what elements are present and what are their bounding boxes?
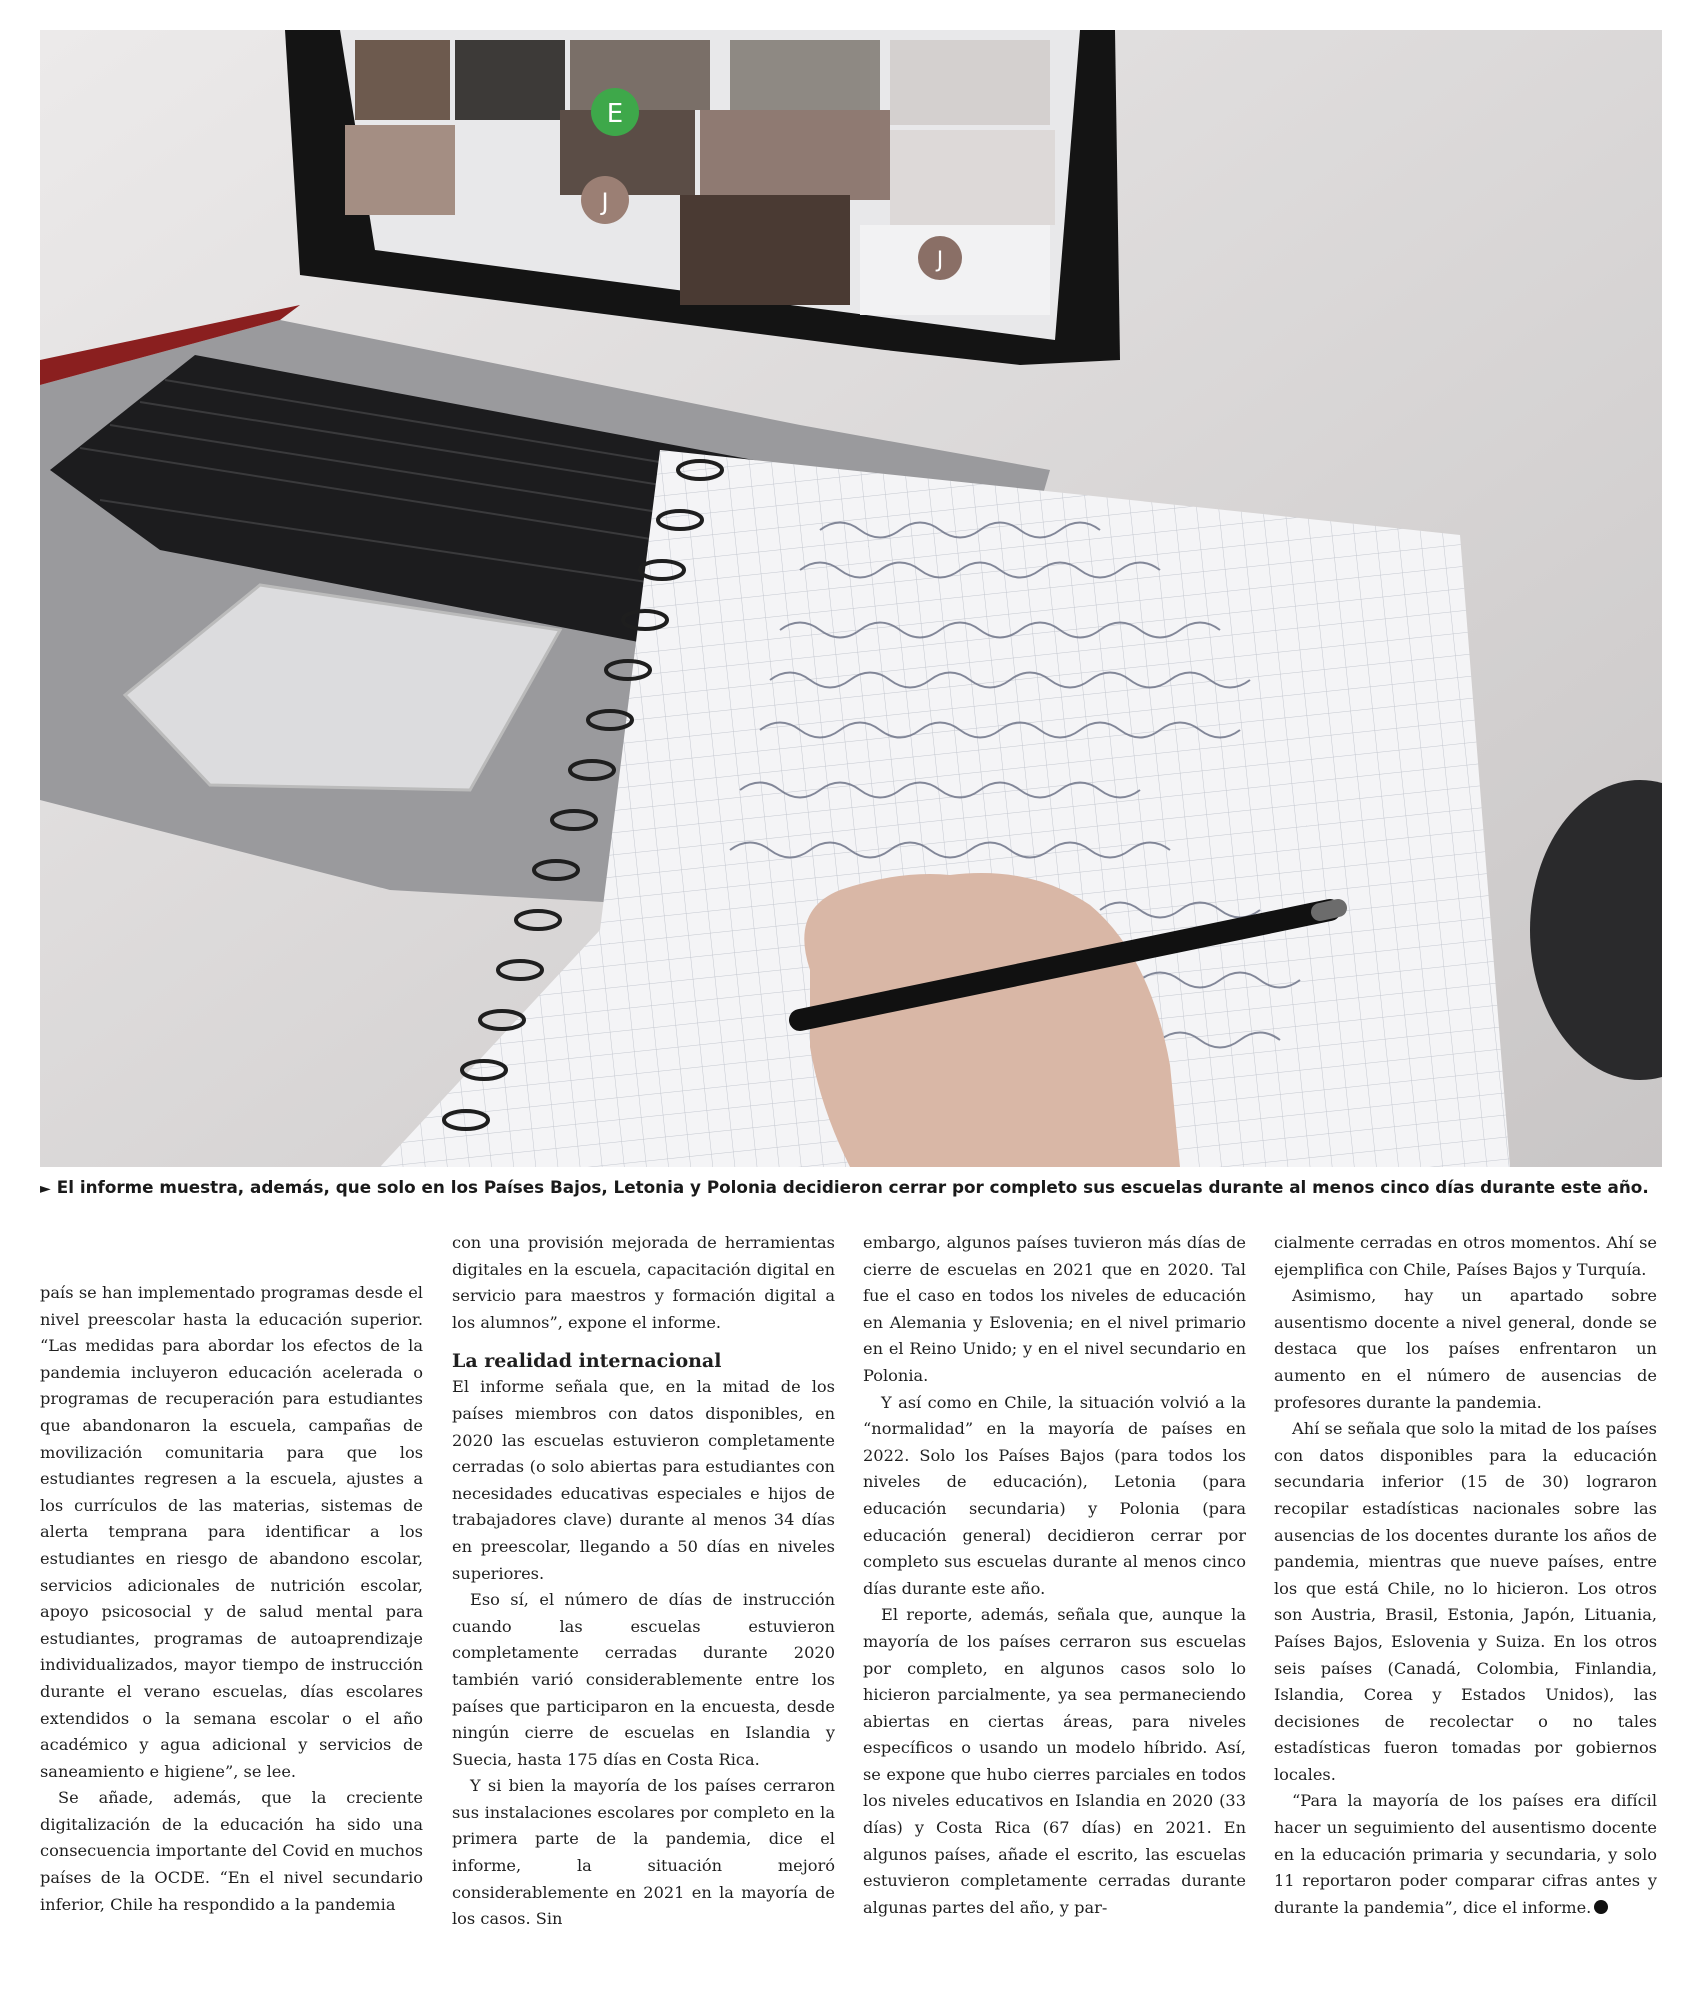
paragraph: con una provisión mejorada de herramientas digitales en la escuela, capacitación digital en servicio para maestros y formación digital a los alumnos”, expone el informe. (452, 1233, 835, 1332)
section-heading: La realidad internacional (452, 1350, 722, 1373)
paragraph: Ahí se señala que solo la mitad de los países con datos disponibles para la educación secundaria inferior (15 de 30) lograron recopilar estadísticas nacionales sobre las ausencias de los docentes durante los años de pandemia, mientras que nueve países, entre los que está Chile, no lo hicieron. Los otros son Austria, Brasil, Estonia, Japón, Lituania, Países Bajos, Eslovenia y Suiza. En los otros seis países (Canadá, Colombia, Finlandia, Islandia, Corea y Estados Unidos), las decisiones de recolectar o no tales estadísticas fueron tomadas por gobiernos locales. (1274, 1419, 1657, 1784)
paragraph-final (1274, 1788, 1657, 1921)
paragraph: Y si bien la mayoría de los países cerraron sus instalaciones escolares por completo en la primera parte de la pandemia, dice el informe, la situación mejoró considerablemente en 2021 en la mayoría de los casos. Sin (452, 1776, 835, 1929)
final-paragraph-text: “Para la mayoría de los países era difícil hacer un seguimiento del ausentismo docente en la educación primaria y secundaria, y solo 11 reportaron poder comparar cifras antes y durante la pandemia”, dice el informe. (1274, 1791, 1657, 1917)
paragraph: embargo, algunos países tuvieron más días de cierre de escuelas en 2021 que en 2020. Tal fue el caso en todos los niveles de educación en Alemania y Eslovenia; en el nivel primario en el Reino Unido; y en el nivel secundario en Polonia. (863, 1233, 1246, 1385)
article-column-2 (452, 1230, 835, 1933)
paragraph: El informe señala que, en la mitad de los países miembros con datos disponibles, en 2020 las escuelas estuvieron completamente cerradas (o solo abiertas para estudiantes con necesidades educativas especiales e hijos de trabajadores clave) durante al menos 34 días en preescolar, llegando a 50 días en niveles superiores. (452, 1377, 835, 1583)
tile-letter-e: E (606, 99, 624, 129)
paragraph: país se han implementado programas desde el nivel preescolar hasta la educación superior. “Las medidas para abordar los efectos de la pandemia incluyeron educación acelerada o programas de recuperación para estudiantes que abandonaron la escuela, campañas de movilización comunitaria para que los estudiantes regresen a la escuela, ajustes a los currículos de las materias, sistemas de alerta temprana para identificar a los estudiantes en riesgo de abandono escolar, servicios adicionales de nutrición escolar, apoyo psicosocial y de salud mental para estudiantes, programas de autoaprendizaje individualizados, mayor tiempo de instrucción durante el verano escuelas, días escolares extendidos o la semana escolar o el año académico y agua adicional y servicios de saneamiento e higiene”, se lee. (40, 1283, 423, 1781)
paragraph: Y así como en Chile, la situación volvió a la “normalidad” en la mayoría de países en 2022. Solo los Países Bajos (para todos los niveles de educación), Letonia (para educación secundaria) y Polonia (para educación general) decidieron cerrar por completo sus escuelas durante al menos cinco días durante este año. (863, 1392, 1246, 1598)
end-of-article-icon (1594, 1900, 1608, 1914)
caption-text: El informe muestra, además, que solo en los Países Bajos, Letonia y Polonia decidieron cerrar por completo sus escuelas durante al menos cinco días durante este año. (56, 1177, 1649, 1197)
photo-caption (40, 1176, 1680, 1200)
article-photo (40, 30, 1662, 1167)
paragraph: Asimismo, hay un apartado sobre ausentismo docente a nivel general, donde se destaca que los países enfrentaron un aumento en el número de ausencias de profesores durante la pandemia. (1274, 1286, 1657, 1412)
article-column-3 (863, 1230, 1246, 1921)
paragraph: cialmente cerradas en otros momentos. Ahí se ejemplifica con Chile, Países Bajos y Turquía. (1274, 1233, 1657, 1279)
paragraph: Eso sí, el número de días de instrucción cuando las escuelas estuvieron completamente cerradas durante 2020 también varió considerablemente entre los países que participaron en la encuesta, desde ningún cierre de escuelas en Islandia y Suecia, hasta 175 días en Costa Rica. (452, 1590, 835, 1769)
photo-illustration (40, 30, 1662, 1167)
paragraph: Se añade, además, que la creciente digitalización de la educación ha sido una consecuencia importante del Covid en muchos países de la OCDE. “En el nivel secundario inferior, Chile ha respondido a la pandemia (40, 1788, 423, 1914)
article-column-4 (1274, 1230, 1657, 1921)
caption-marker-icon: ► (40, 1181, 51, 1197)
tile-letter-j: J (601, 188, 609, 216)
article-column-1 (40, 1280, 423, 1918)
tile-letter-j2: J (936, 248, 944, 273)
paragraph: El reporte, además, señala que, aunque la mayoría de los países cerraron sus escuelas por completo, en algunos casos solo lo hicieron parcialmente, ya sea permaneciendo abiertas en ciertas áreas, para niveles específicos o usando un modelo híbrido. Así, se expone que hubo cierres parciales en todos los niveles educativos en Islandia en 2020 (33 días) y Costa Rica (67 días) en 2021. En algunos países, añade el escrito, las escuelas estuvieron completamente cerradas durante algunas partes del año, y par- (863, 1605, 1246, 1917)
